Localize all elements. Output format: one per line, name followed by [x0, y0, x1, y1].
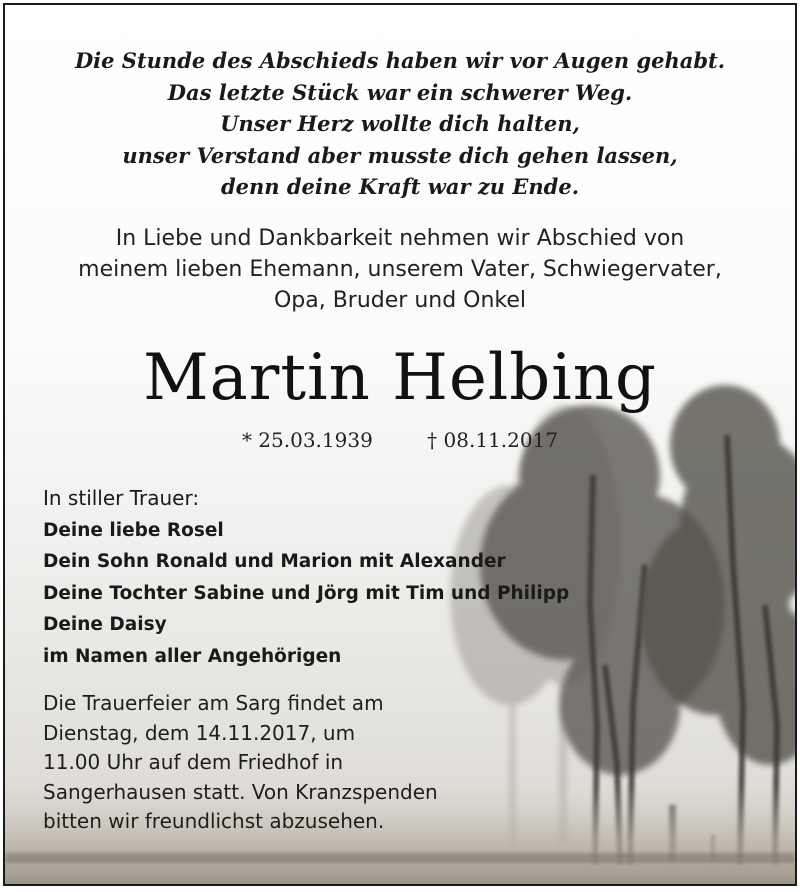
funeral-line: 11.00 Uhr auf dem Friedhof in [43, 750, 344, 774]
mourner-entry: Deine Daisy [43, 614, 167, 635]
obituary-notice [3, 3, 797, 886]
intro-line: Opa, Bruder und Onkel [273, 288, 527, 313]
intro-line: meinem lieben Ehemann, unserem Vater, Schwiegervater, [78, 257, 722, 282]
funeral-line: Sangerhausen statt. Von Kranzspenden [43, 779, 438, 804]
mourner-entry: Deine Tochter Sabine und Jörg mit Tim und Philipp [43, 582, 570, 604]
birth-date: * 25.03.1939 [241, 428, 373, 452]
mourner-entry: Deine liebe Rosel [43, 519, 224, 541]
farewell-intro [5, 223, 795, 316]
funeral-details [43, 689, 513, 837]
mourner-entry: im Namen aller Angehörigen [43, 645, 342, 667]
poem-line: denn deine Kraft war zu Ende. [220, 174, 579, 199]
mourners-list [43, 483, 703, 672]
poem-line: unser Verstand aber musste dich gehen lassen, [122, 142, 678, 168]
life-dates [5, 426, 795, 454]
funeral-line: bitten wir freundlichst abzusehen. [43, 809, 385, 833]
poem-line: Unser Herz wollte dich halten, [220, 111, 580, 136]
poem-line: Das letzte Stück war ein schwerer Weg. [167, 79, 633, 105]
intro-line: In Liebe und Dankbarkeit nehmen wir Abschied von [115, 226, 685, 251]
funeral-line: Dienstag, dem 14.11.2017, um [43, 720, 356, 745]
mourning-lead: In stiller Trauer: [43, 486, 200, 510]
funeral-line: Die Trauerfeier am Sarg findet am [43, 691, 384, 715]
memorial-poem [5, 45, 795, 203]
death-date: † 08.11.2017 [427, 428, 559, 452]
deceased-name: Martin Helbing [143, 341, 657, 415]
mourner-entry: Dein Sohn Ronald und Marion mit Alexander [43, 551, 506, 572]
poem-line: Die Stunde des Abschieds haben wir vor Augen gehabt. [74, 48, 726, 73]
grass-strip [5, 853, 795, 863]
